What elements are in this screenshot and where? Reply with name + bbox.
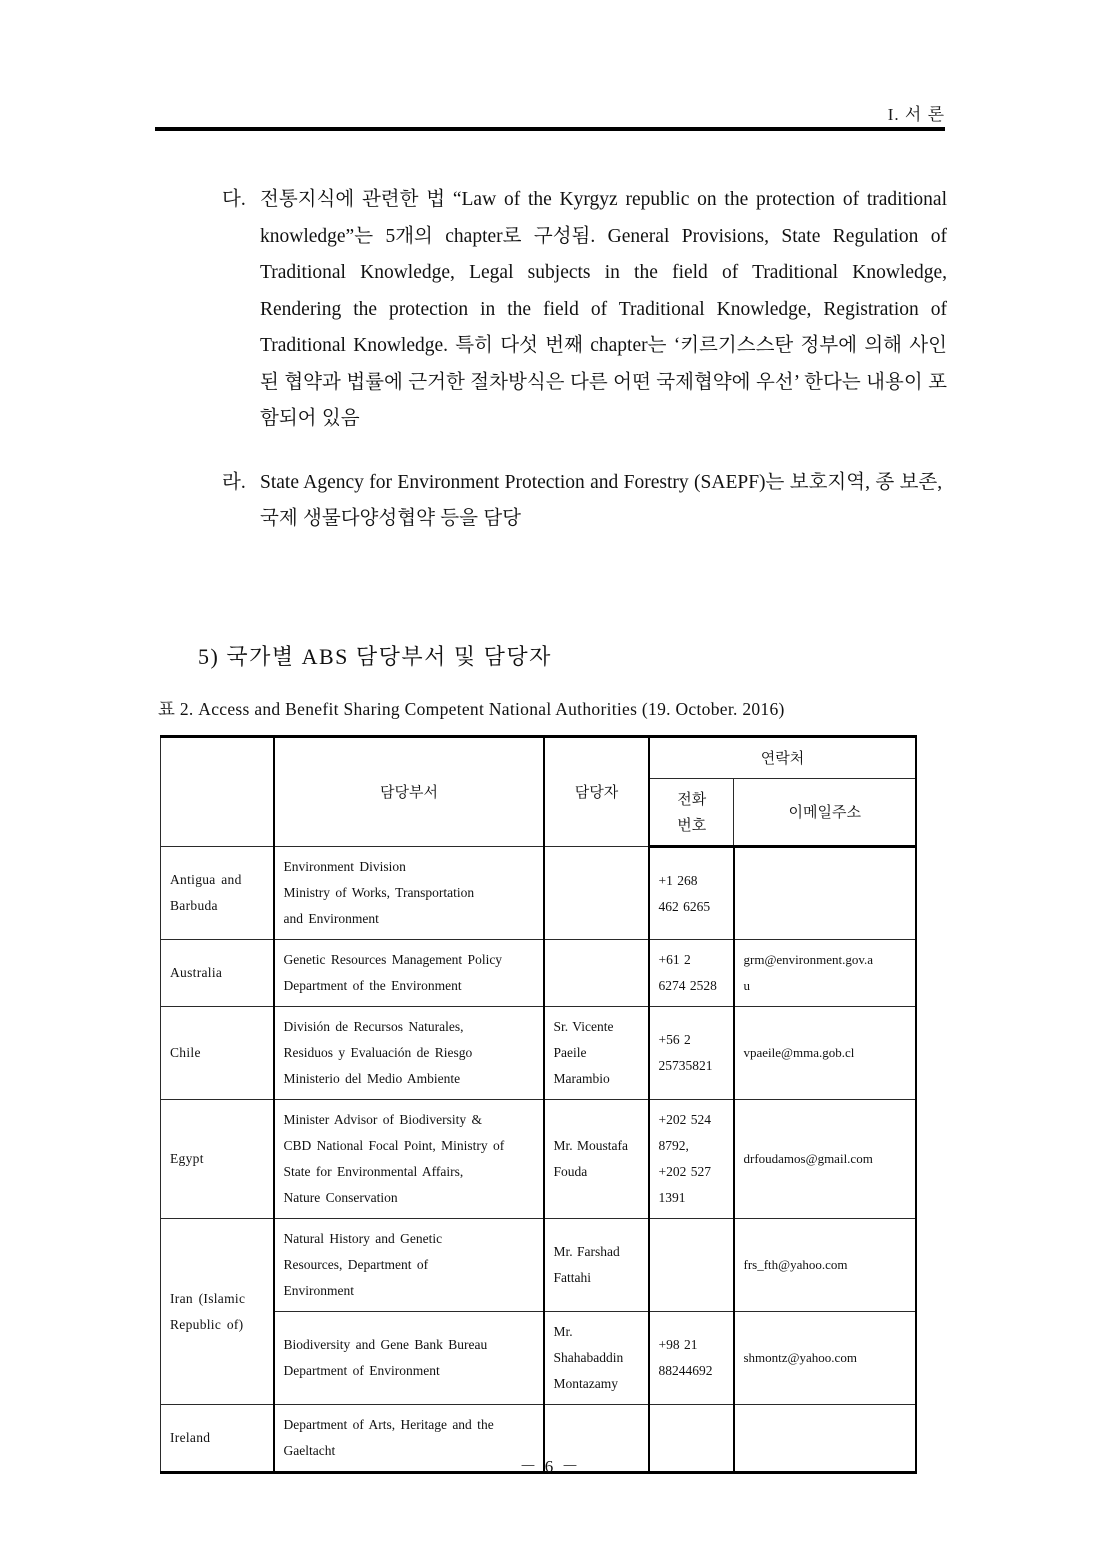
email-line: u <box>743 978 750 993</box>
department-line: Genetic Resources Management Policy <box>283 952 503 967</box>
phone-line: 88244692 <box>658 1363 713 1378</box>
table-header <box>161 737 916 847</box>
paragraph-spacer <box>222 446 947 465</box>
phone-line: +202 527 <box>658 1164 711 1179</box>
table-header-row-1 <box>161 737 916 779</box>
page-number: － 6 － <box>519 1457 581 1476</box>
cell-phone <box>649 1312 734 1405</box>
body-content <box>222 182 947 546</box>
list-item-text: 전통지식에 관련한 법 “Law of the Kyrgyz republic on the protection of traditional knowledge”는 5개의 chapter로 구성됨. General Provisions, State Regulation of Traditional Knowledge, Legal subjects in the field of Traditional Knowledge, Rendering the protection in the field of Traditional Knowledge, Registration of Traditional Knowledge. 특히 다섯 번째 chapter는 ‘키르기스스탄 정부에 의해 사인된 협약과 법률에 근거한 절차방식은 다른 어떤 국제협약에 우선’ 한다는 내용이 포함되어 있음 <box>260 189 947 429</box>
country-line: Australia <box>170 965 223 980</box>
cell-country <box>161 1219 274 1405</box>
cell-person <box>544 940 649 1007</box>
header-department: 담당부서 <box>274 737 544 847</box>
cell-country <box>161 940 274 1007</box>
department-line: Department of Arts, Heritage and the <box>283 1417 494 1432</box>
cell-country <box>161 1100 274 1219</box>
country-line: Chile <box>170 1045 201 1060</box>
table-row <box>161 1100 916 1219</box>
department-line: Natural History and Genetic <box>283 1231 443 1246</box>
cell-email <box>734 1312 916 1405</box>
abs-table-container <box>160 735 915 1474</box>
phone-line: 8792, <box>658 1138 689 1153</box>
email-line: vpaeile@mma.gob.cl <box>743 1045 855 1060</box>
department-line: Ministry of Works, Transportation <box>283 885 475 900</box>
cell-email <box>734 940 916 1007</box>
person-line: Fouda <box>553 1164 588 1179</box>
cell-person <box>544 1007 649 1100</box>
country-line: Ireland <box>170 1430 211 1445</box>
cell-person <box>544 1219 649 1312</box>
country-line: Republic of) <box>170 1316 244 1332</box>
header-contact-group: 연락처 <box>649 737 916 779</box>
person-line: Mr. <box>553 1324 573 1339</box>
table-row <box>161 1312 916 1405</box>
phone-line: +61 2 <box>658 952 691 967</box>
phone-line: 25735821 <box>658 1058 713 1073</box>
department-line: Department of the Environment <box>283 978 462 993</box>
cell-department <box>274 1219 544 1312</box>
cell-department <box>274 1100 544 1219</box>
table-caption: 표 2. Access and Benefit Sharing Competent National Authorities (19. October. 2016) <box>158 699 785 719</box>
person-line: Mr. Farshad <box>553 1244 620 1259</box>
list-item-text: State Agency for Environment Protection and Forestry (SAEPF)는 보호지역, 종 보존, 국제 생물다양성협약 등을 담당 <box>260 471 943 529</box>
department-line: Residuos y Evaluación de Riesgo <box>283 1045 473 1060</box>
header-person: 담당자 <box>544 737 649 847</box>
cell-phone <box>649 1007 734 1100</box>
abs-authorities-table <box>160 735 917 1474</box>
email-line: frs_fth@yahoo.com <box>743 1257 848 1272</box>
list-item-marker: 다. <box>222 189 246 210</box>
cell-department <box>274 1312 544 1405</box>
country-line: Egypt <box>170 1151 204 1166</box>
phone-line: +202 524 <box>658 1112 711 1127</box>
person-line: Mr. Moustafa <box>553 1138 628 1153</box>
cell-phone <box>649 847 734 940</box>
cell-person <box>544 1100 649 1219</box>
cell-country <box>161 847 274 940</box>
cell-phone <box>649 1100 734 1219</box>
department-line: State for Environmental Affairs, <box>283 1164 464 1179</box>
department-line: Environment Division <box>283 859 406 874</box>
phone-line: 6274 2528 <box>658 978 717 993</box>
department-line: Environment <box>283 1283 354 1298</box>
table-row <box>161 847 916 940</box>
header-email: 이메일주소 <box>734 779 916 847</box>
cell-email <box>734 847 916 940</box>
phone-line: +56 2 <box>658 1032 691 1047</box>
header-phone <box>649 779 734 847</box>
person-line: Montazamy <box>553 1376 618 1391</box>
country-line: Antigua and <box>170 872 242 887</box>
cell-phone <box>649 940 734 1007</box>
department-line: Nature Conservation <box>283 1190 398 1205</box>
phone-line: 462 6265 <box>658 898 711 914</box>
running-header: I. 서 론 <box>887 105 945 124</box>
table-row <box>161 940 916 1007</box>
header-country <box>161 737 274 847</box>
person-line: Sr. Vicente <box>553 1019 614 1034</box>
header-phone-line2: 번호 <box>677 816 707 834</box>
person-line: Fattahi <box>553 1270 591 1285</box>
cell-department <box>274 847 544 940</box>
table-row <box>161 1219 916 1312</box>
list-item-marker: 라. <box>222 471 246 493</box>
department-line: Resources, Department of <box>283 1257 429 1272</box>
country-line: Barbuda <box>170 898 218 913</box>
department-line: Biodiversity and Gene Bank Bureau <box>283 1337 488 1352</box>
table-body <box>161 847 916 1473</box>
phone-line: 1391 <box>658 1190 686 1205</box>
table-row <box>161 1007 916 1100</box>
header-phone-line1: 전화 <box>677 790 707 808</box>
department-line: Ministerio del Medio Ambiente <box>283 1071 461 1086</box>
department-line: CBD National Focal Point, Ministry of <box>283 1138 505 1153</box>
phone-line: +98 21 <box>658 1337 698 1352</box>
email-line: shmontz@yahoo.com <box>743 1350 857 1365</box>
cell-country <box>161 1007 274 1100</box>
department-line: Minister Advisor of Biodiversity & <box>283 1112 482 1127</box>
person-line: Paeile <box>553 1045 587 1060</box>
department-line: Department of Environment <box>283 1363 440 1378</box>
country-line: Iran (Islamic <box>170 1290 246 1306</box>
list-item <box>222 182 947 438</box>
header-rule <box>155 127 945 131</box>
cell-person <box>544 1312 649 1405</box>
phone-line: +1 268 <box>658 872 698 888</box>
cell-department <box>274 1007 544 1100</box>
list-item <box>222 465 947 538</box>
section-heading: 5) 국가별 ABS 담당부서 및 담당자 <box>198 644 552 669</box>
cell-person <box>544 847 649 940</box>
department-line: and Environment <box>283 911 379 926</box>
person-line: Shahabaddin <box>553 1350 624 1365</box>
department-line: Gaeltacht <box>283 1443 336 1458</box>
cell-phone <box>649 1219 734 1312</box>
cell-email <box>734 1007 916 1100</box>
email-line: grm@environment.gov.a <box>743 952 874 967</box>
department-line: División de Recursos Naturales, <box>283 1019 464 1034</box>
person-line: Marambio <box>553 1071 610 1086</box>
email-line: drfoudamos@gmail.com <box>743 1151 873 1166</box>
cell-department <box>274 940 544 1007</box>
cell-email <box>734 1100 916 1219</box>
cell-email <box>734 1219 916 1312</box>
